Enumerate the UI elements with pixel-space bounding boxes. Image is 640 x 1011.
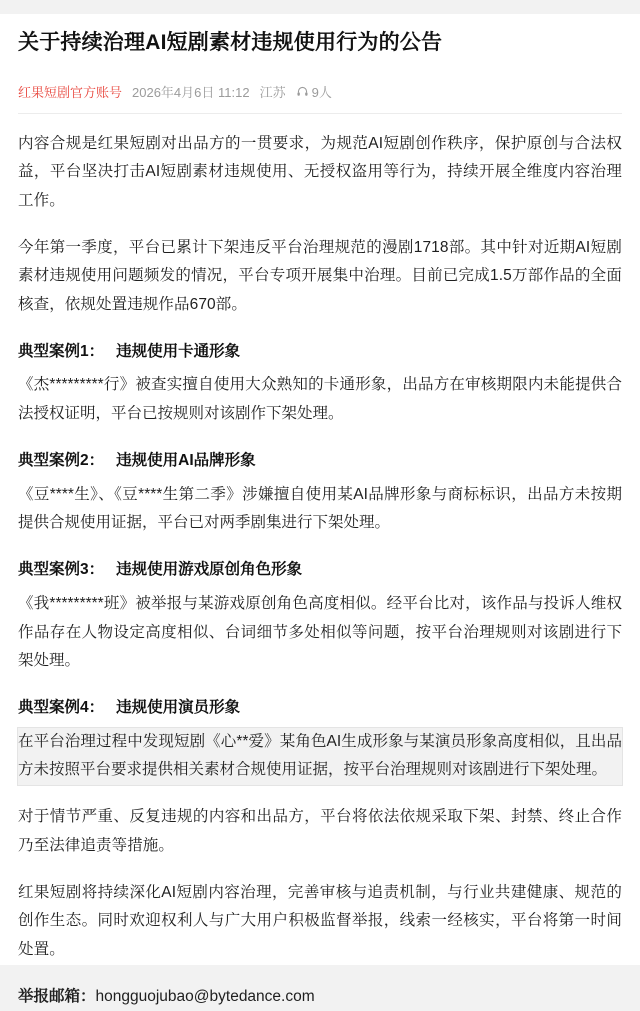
publish-date: 2026年4月6日 11:12 xyxy=(132,84,250,100)
case-body-1: 《杰*********行》被查实擅自使用大众熟知的卡通形象，出品方在审核期限内未能提供合法授权证明，平台已按规则对该剧作下架处理。 xyxy=(18,376,622,423)
case-heading-2 xyxy=(18,447,622,475)
case-title-1: 违规使用卡通形象 xyxy=(116,342,241,360)
paragraph-intro-1: 内容合规是红果短剧对出品方的一贯要求，为规范AI短剧创作秩序，保护原创与合法权益，平台坚决打击AI短剧素材违规使用、无授权盗用等行为，持续开展全维度内容治理工作。 xyxy=(18,134,622,209)
case-body-4[interactable]: 在平台治理过程中发现短剧《心**爱》某角色AI生成形象与某演员形象高度相似，且出品方未按照平台要求提供相关素材合规使用证据，按平台治理规则对该剧进行下架处理。 xyxy=(18,728,622,785)
case-block-4 xyxy=(18,694,622,785)
report-contact xyxy=(18,983,622,1011)
headphone-icon xyxy=(296,85,309,98)
case-block-2 xyxy=(18,447,622,538)
case-block-1 xyxy=(18,338,622,429)
article-meta xyxy=(18,82,622,114)
case-label-1: 典型案例1： xyxy=(18,342,105,360)
article-page xyxy=(0,14,640,1005)
case-block-3 xyxy=(18,556,622,676)
case-body-2: 《豆****生》、《豆****生第二季》涉嫌擅自使用某AI品牌形象与商标标识，出品方未按期提供合规使用证据，平台已对两季剧集进行下架处理。 xyxy=(18,485,622,532)
paragraph-closing-2: 红果短剧将持续深化AI短剧内容治理，完善审核与追责机制，与行业共建健康、规范的创作生态。同时欢迎权利人与广大用户积极监督举报，线索一经核实，平台将第一时间处置。 xyxy=(18,883,622,958)
case-heading-3 xyxy=(18,556,622,584)
paragraph-closing-1: 对于情节严重、反复违规的内容和出品方，平台将依法依规采取下架、封禁、终止合作乃至法律追责等措施。 xyxy=(18,808,622,854)
page-bottom-spacer xyxy=(0,959,640,965)
case-body-3: 《我*********班》被举报与某游戏原创角色高度相似。经平台比对，该作品与投诉人维权作品存在人物设定高度相似、台词细节多处相似等问题，按平台治理规则对该剧进行下架处理。 xyxy=(18,594,622,670)
publish-location: 江苏 xyxy=(259,84,286,100)
case-label-4: 典型案例4： xyxy=(18,698,105,716)
case-title-4: 违规使用演员形象 xyxy=(116,698,241,716)
listen-count-group[interactable] xyxy=(296,82,332,101)
report-contact-email[interactable]: hongguojubao@bytedance.com xyxy=(95,987,315,1005)
case-title-2: 违规使用AI品牌形象 xyxy=(116,451,256,469)
report-contact-label: 举报邮箱： xyxy=(18,987,96,1005)
paragraph-intro-2: 今年第一季度，平台已累计下架违反平台治理规范的漫剧1718部。其中针对近期AI短剧素材违规使用问题频发的情况，平台专项开展集中治理。目前已完成1.5万部作品的全面核查，依规处置违规作品670部。 xyxy=(18,238,622,313)
listen-count-label: 9人 xyxy=(311,84,332,100)
article-body xyxy=(18,114,622,1011)
case-label-3: 典型案例3： xyxy=(18,561,105,579)
case-heading-1 xyxy=(18,338,622,366)
case-heading-4 xyxy=(18,694,622,722)
author-name[interactable]: 红果短剧官方账号 xyxy=(18,84,123,100)
page-title: 关于持续治理AI短剧素材违规使用行为的公告 xyxy=(18,31,443,55)
case-title-3: 违规使用游戏原创角色形象 xyxy=(116,561,303,579)
case-label-2: 典型案例2： xyxy=(18,451,105,469)
